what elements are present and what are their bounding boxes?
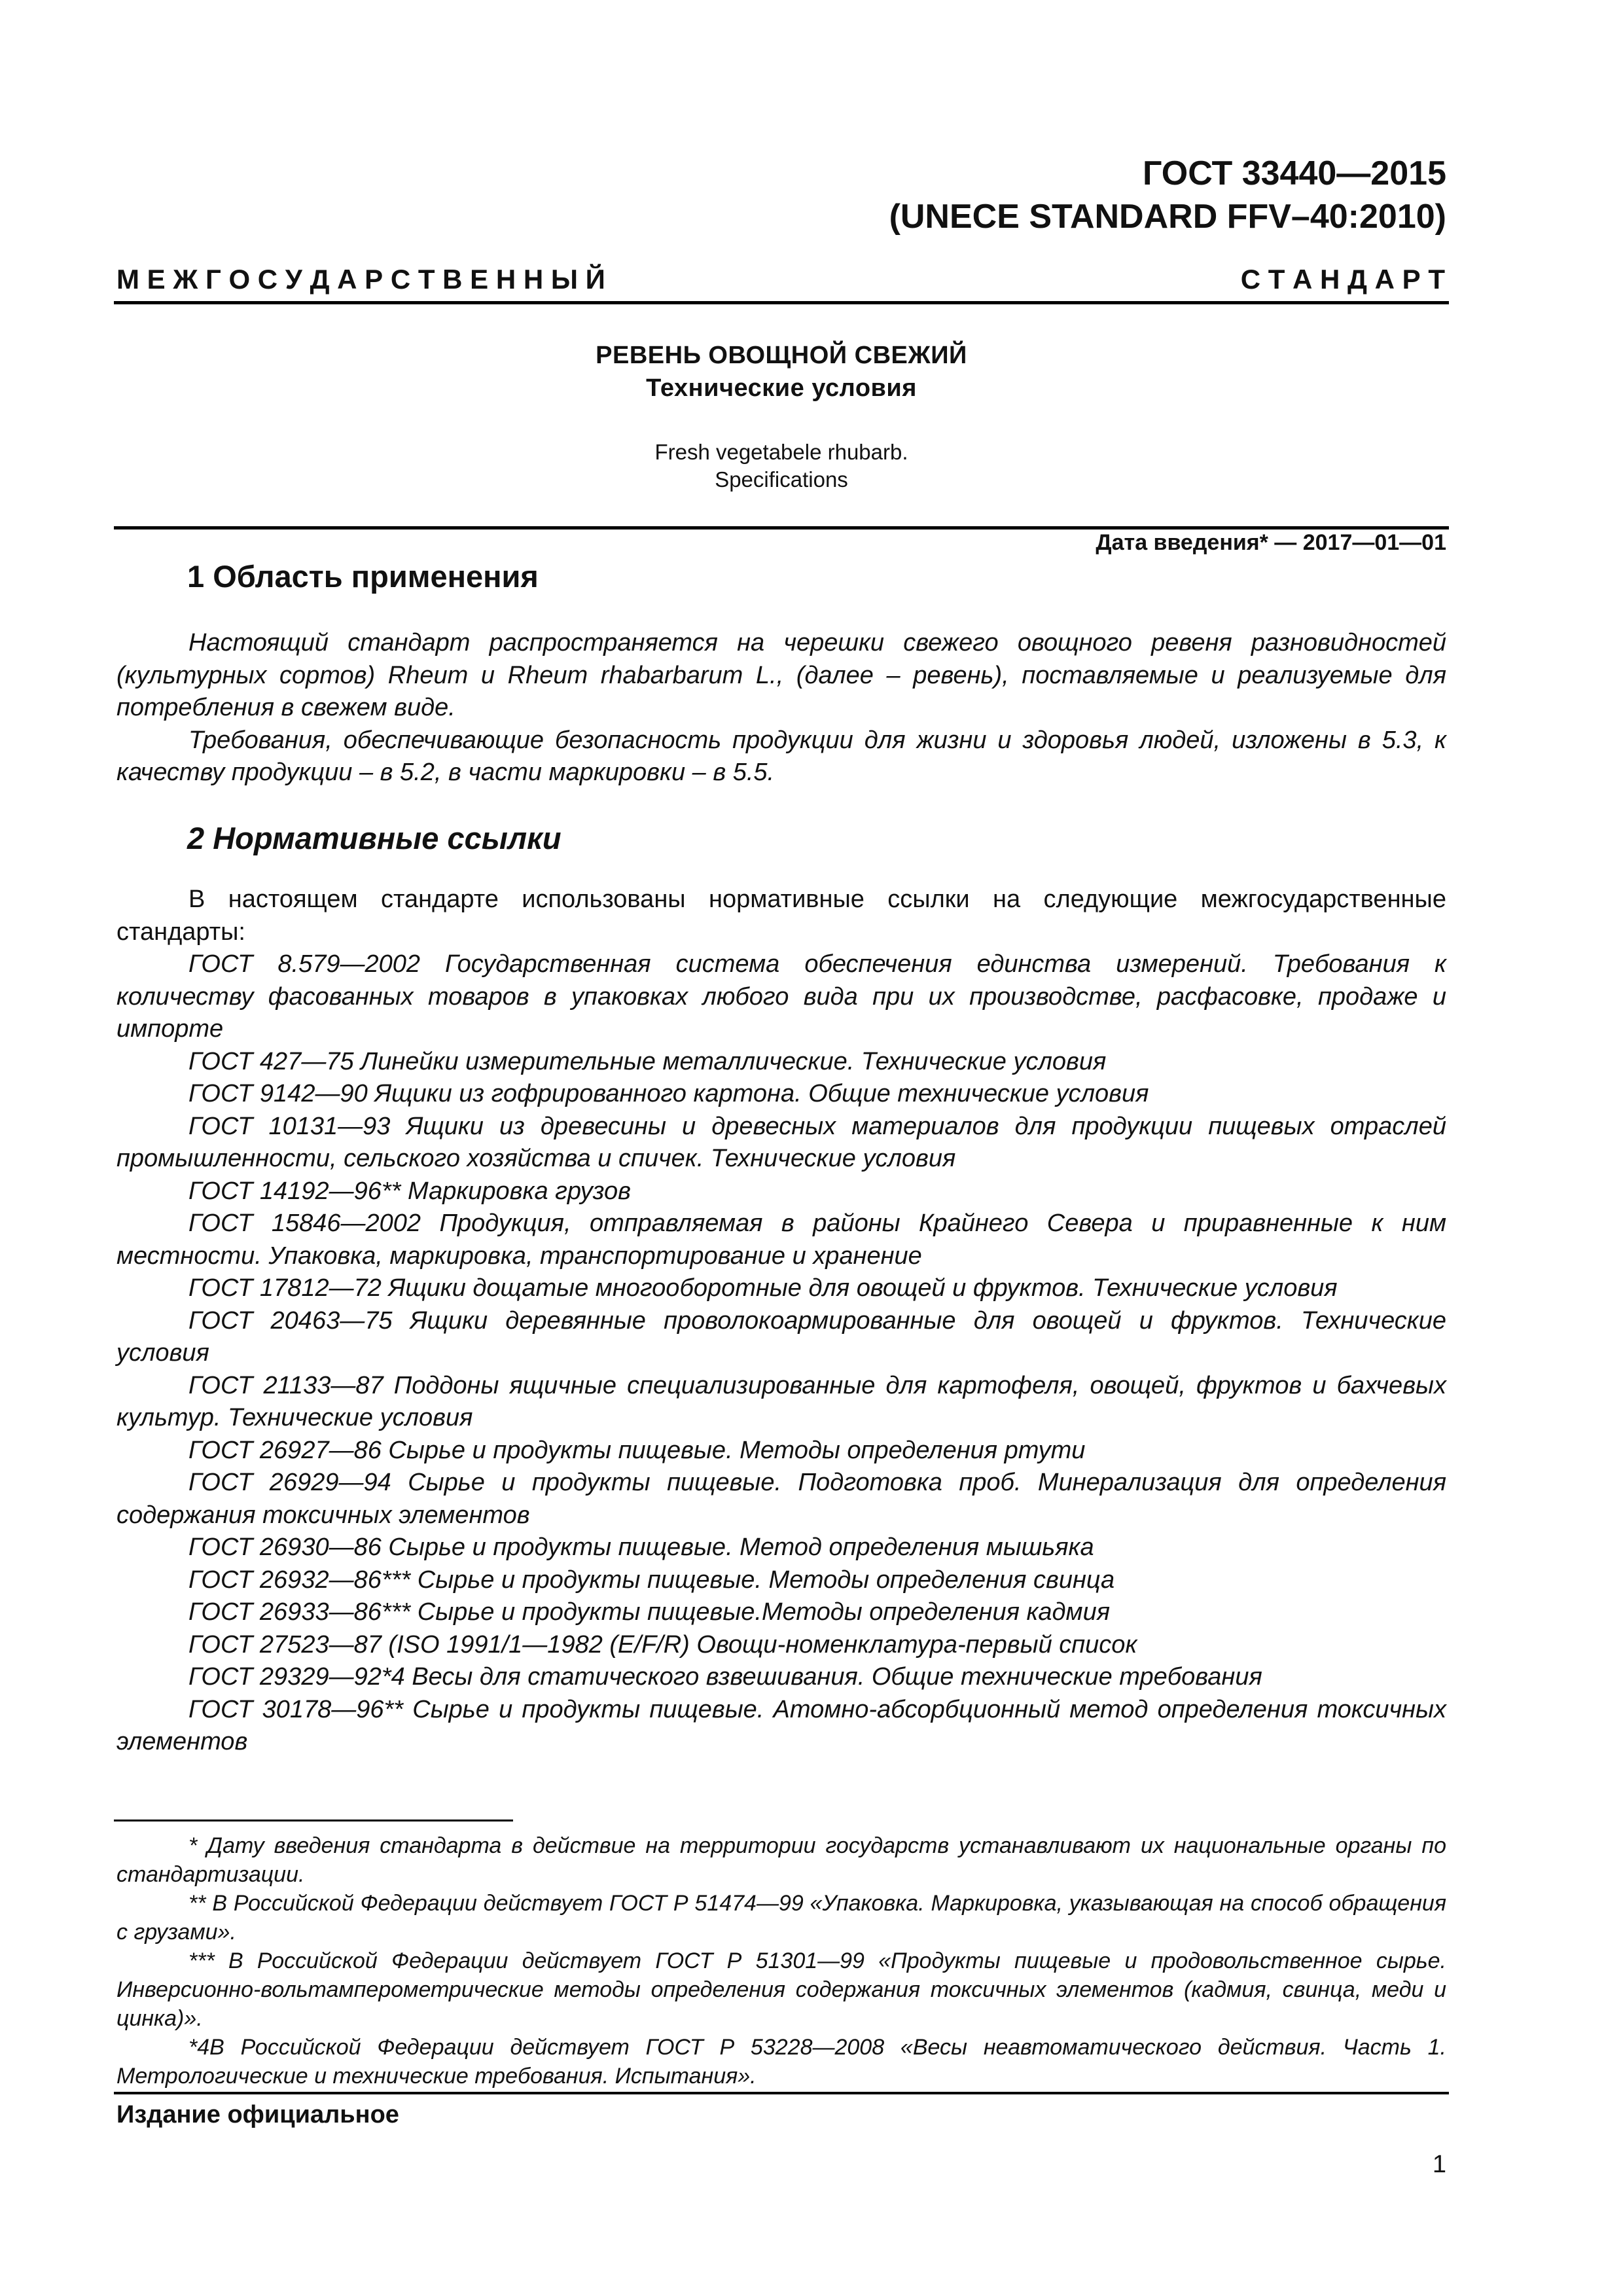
standard-type-banner: [116, 262, 1445, 297]
reference-item: ГОСТ 8.579—2002 Государственная система обеспечения единства измерений. Требования к количеству фасованных товаров в упаковках любого вида при их производстве, расфасовке, продаже и импорте: [116, 950, 1446, 1043]
title-en-sub: Specifications: [715, 467, 848, 492]
reference-item: ГОСТ 26929—94 Сырье и продукты пищевые. Подготовка проб. Минерализация для определения содержания токсичных элементов: [116, 1469, 1446, 1529]
title-en-main: Fresh vegetabele rhubarb.: [654, 440, 908, 464]
standard-number: [889, 152, 1446, 238]
reference-item: ГОСТ 21133—87 Поддоны ящичные специализированные для картофеля, овощей, фруктов и бахчевых культур. Технические условия: [116, 1371, 1446, 1431]
reference-item: ГОСТ 14192—96** Маркировка грузов: [188, 1177, 631, 1205]
reference-item: ГОСТ 26927—86 Сырье и продукты пищевые. Методы определения ртути: [188, 1436, 1086, 1464]
reference-item: ГОСТ 26932—86*** Сырье и продукты пищевые. Методы определения свинца: [188, 1566, 1115, 1594]
references-lead: В настоящем стандарте использованы нормативные ссылки на следующие межгосударственные стандарты:: [116, 886, 1446, 946]
reference-item: ГОСТ 10131—93 Ящики из древесины и древесных материалов для продукции пищевых отраслей промышленности, сельского хозяйства и спичек. Технические условия: [116, 1112, 1446, 1172]
introduction-date: Дата введения* — 2017—01—01: [1096, 530, 1446, 555]
footnote: ** В Российской Федерации действует ГОСТ Р 51474—99 «Упаковка. Маркировка, указывающая на способ обращения с грузами».: [116, 1891, 1446, 1945]
reference-item: ГОСТ 9142—90 Ящики из гофрированного картона. Общие технические условия: [188, 1080, 1149, 1107]
official-edition-label: Издание официальное: [116, 2101, 399, 2128]
scope-paragraph: Настоящий стандарт распространяется на черешки свежего овощного ревеня разновидностей (культурных сортов) Rheum и Rheum rhabarbarum L., (далее – ревень), поставляемые и реализуемые для потребления в свежем виде.: [116, 629, 1446, 721]
reference-item: ГОСТ 17812—72 Ящики дощатые многооборотные для овощей и фруктов. Технические условия: [188, 1274, 1338, 1302]
footnote-separator: [114, 1820, 513, 1821]
reference-item: ГОСТ 27523—87 (ISO 1991/1—1982 (E/F/R) Овощи-номенклатура-первый список: [188, 1630, 1137, 1659]
footnote: *** В Российской Федерации действует ГОСТ Р 51301—99 «Продукты пищевые и продовольственное сырье. Инверсионно-вольтамперометрические методы определения содержания токсичных элементов (кадмия, свинца, меди и цинка)».: [116, 1948, 1446, 2031]
footnotes: [116, 1831, 1446, 2090]
page-number: 1: [1432, 2151, 1446, 2178]
reference-item: ГОСТ 15846—2002 Продукция, отправляемая в районы Крайнего Севера и приравненные к ним местности. Упаковка, маркировка, транспортирование и хранение: [116, 1210, 1446, 1270]
title-ru-sub: Технические условия: [646, 374, 917, 402]
reference-item: ГОСТ 29329—92*4 Весы для статического взвешивания. Общие технические требования: [188, 1663, 1262, 1691]
reference-item: ГОСТ 30178—96** Сырье и продукты пищевые. Атомно-абсорбционный метод определения токсичных элементов: [116, 1695, 1446, 1755]
scope-section: [116, 627, 1446, 789]
references-section: [116, 884, 1446, 1759]
banner-right: С Т А Н Д А Р Т: [1240, 264, 1445, 295]
section-heading-scope: 1 Область применения: [187, 559, 539, 594]
footnote: *4В Российской Федерации действует ГОСТ Р 53228—2008 «Весы неавтоматического действия. Часть 1. Метрологические и технические требования. Испытания».: [116, 2035, 1446, 2089]
title-ru-main: РЕВЕНЬ ОВОЩНОЙ СВЕЖИЙ: [596, 342, 967, 369]
standard-number-line2: (UNECE STANDARD FFV–40:2010): [889, 198, 1446, 236]
reference-item: ГОСТ 26930—86 Сырье и продукты пищевые. Метод определения мышьяка: [188, 1534, 1094, 1561]
header-divider: [114, 301, 1449, 304]
footer-divider: [114, 2092, 1449, 2094]
scope-paragraph: Требования, обеспечивающие безопасность продукции для жизни и здоровья людей, изложены в 5.3, к качеству продукции – в 5.2, в части маркировки – в 5.5.: [116, 726, 1446, 786]
reference-item: ГОСТ 20463—75 Ящики деревянные проволокоармированные для овощей и фруктов. Технические условия: [116, 1306, 1446, 1367]
footnote: * Дату введения стандарта в действие на территории государств устанавливают их национальные органы по стандартизации.: [116, 1833, 1446, 1887]
title-block: [114, 339, 1449, 493]
standard-number-line1: ГОСТ 33440—2015: [1143, 154, 1446, 192]
banner-left: М Е Ж Г О С У Д А Р С Т В Е Н Н Ы Й: [116, 264, 605, 295]
reference-item: ГОСТ 427—75 Линейки измерительные металлические. Технические условия: [188, 1047, 1107, 1075]
section-heading-references: 2 Нормативные ссылки: [187, 821, 562, 855]
reference-item: ГОСТ 26933—86*** Сырье и продукты пищевые.Методы определения кадмия: [188, 1598, 1111, 1626]
